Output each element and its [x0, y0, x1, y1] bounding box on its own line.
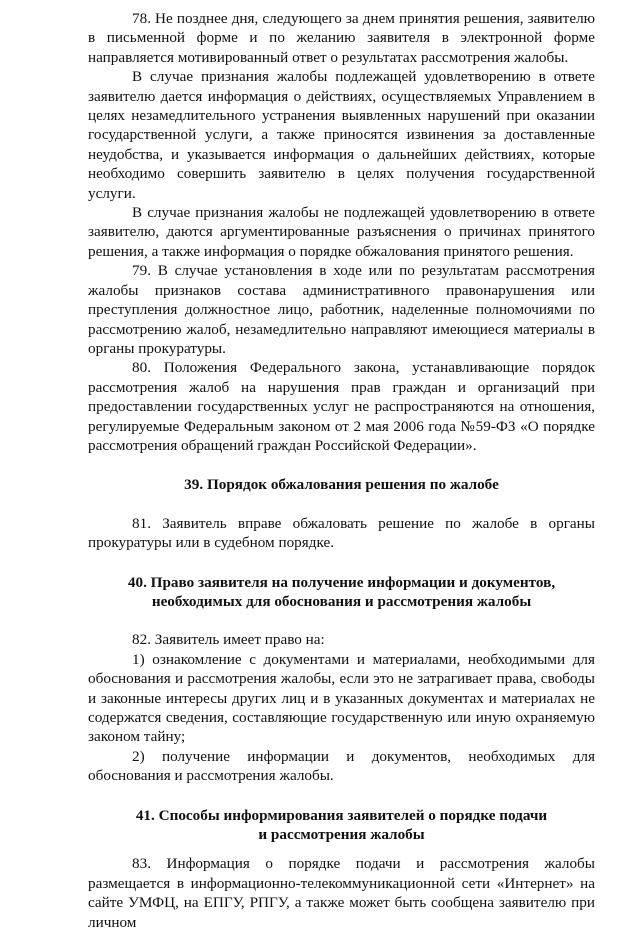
section-heading-41-line-2: и рассмотрения жалобы — [258, 826, 425, 844]
section-heading-40-line-2: необходимых для обоснования и рассмотрения жалобы — [151, 592, 532, 610]
section-heading-40 — [88, 573, 595, 612]
section-heading-39: 39. Порядок обжалования решения по жалобе — [184, 476, 499, 494]
section-heading-41-line-1: 41. Способы информирования заявителей о порядке подачи — [135, 806, 548, 824]
paragraph-79: 79. В случае установления в ходе или по результатам рассмотрения жалобы признаков состава административного правонарушения или преступления должностное лицо, работник, наделенные полномочиями по рассмотрению жалоб, незамедлительно направляют имеющиеся материалы в органы прокуратуры. — [88, 262, 595, 357]
paragraph-78: 78. Не позднее дня, следующего за днем принятия решения, заявителю в письменной форме и по желанию заявителя в электронной форме направляется мотивированный ответ о результатах рассмотрения жалобы. — [88, 10, 595, 66]
paragraph-78-satisfied: В случае признания жалобы подлежащей удовлетворению в ответе заявителю дается информация о действиях, осуществляемых Управлением в целях незамедлительного устранения выявленных нарушений при оказании государственной услуги, а также приносятся извинения за доставленные неудобства, и указывается информация о дальнейших действиях, которые необходимо совершить заявителю в целях получения государственной услуги. — [88, 68, 595, 202]
paragraph-78-rejected: В случае признания жалобы не подлежащей удовлетворению в ответе заявителю, даются аргументированные разъяснения о причинах принятого решения, а также информация о порядке обжалования принятого решения. — [88, 204, 595, 260]
paragraph-80: 80. Положения Федерального закона, устанавливающие порядок рассмотрения жалоб на нарушения прав граждан и организаций при предоставлении государственных услуг не распространяются на отношения, регулируемые Федеральным законом от 2 мая 2006 года №59-ФЗ «О порядке рассмотрения обращений граждан Российской Федерации». — [88, 359, 595, 454]
paragraph-83: 83. Информация о порядке подачи и рассмотрения жалобы размещается в информационно-телекоммуникационной сети «Интернет» на сайте УМФЦ, на ЕПГУ, РПГУ, а также может быть сообщена заявителю при личном — [88, 855, 595, 931]
section-heading-40-line-1: 40. Право заявителя на получение информации и документов, — [127, 573, 556, 591]
paragraph-82: 82. Заявитель имеет право на: — [132, 631, 325, 649]
paragraph-82-item-1: 1) ознакомление с документами и материалами, необходимыми для обоснования и рассмотрения жалобы, если это не затрагивает права, свободы и законные интересы других лиц и в указанных документах и материалах не содержатся сведения, составляющие государственную или иную охраняемую законом тайну; — [88, 650, 595, 746]
section-heading-41 — [88, 806, 595, 845]
paragraph-82-item-2: 2) получение информации и документов, необходимых для обоснования и рассмотрения жалобы. — [88, 747, 595, 785]
paragraph-81: 81. Заявитель вправе обжаловать решение по жалобе в органы прокуратуры или в судебном порядке. — [88, 514, 595, 552]
